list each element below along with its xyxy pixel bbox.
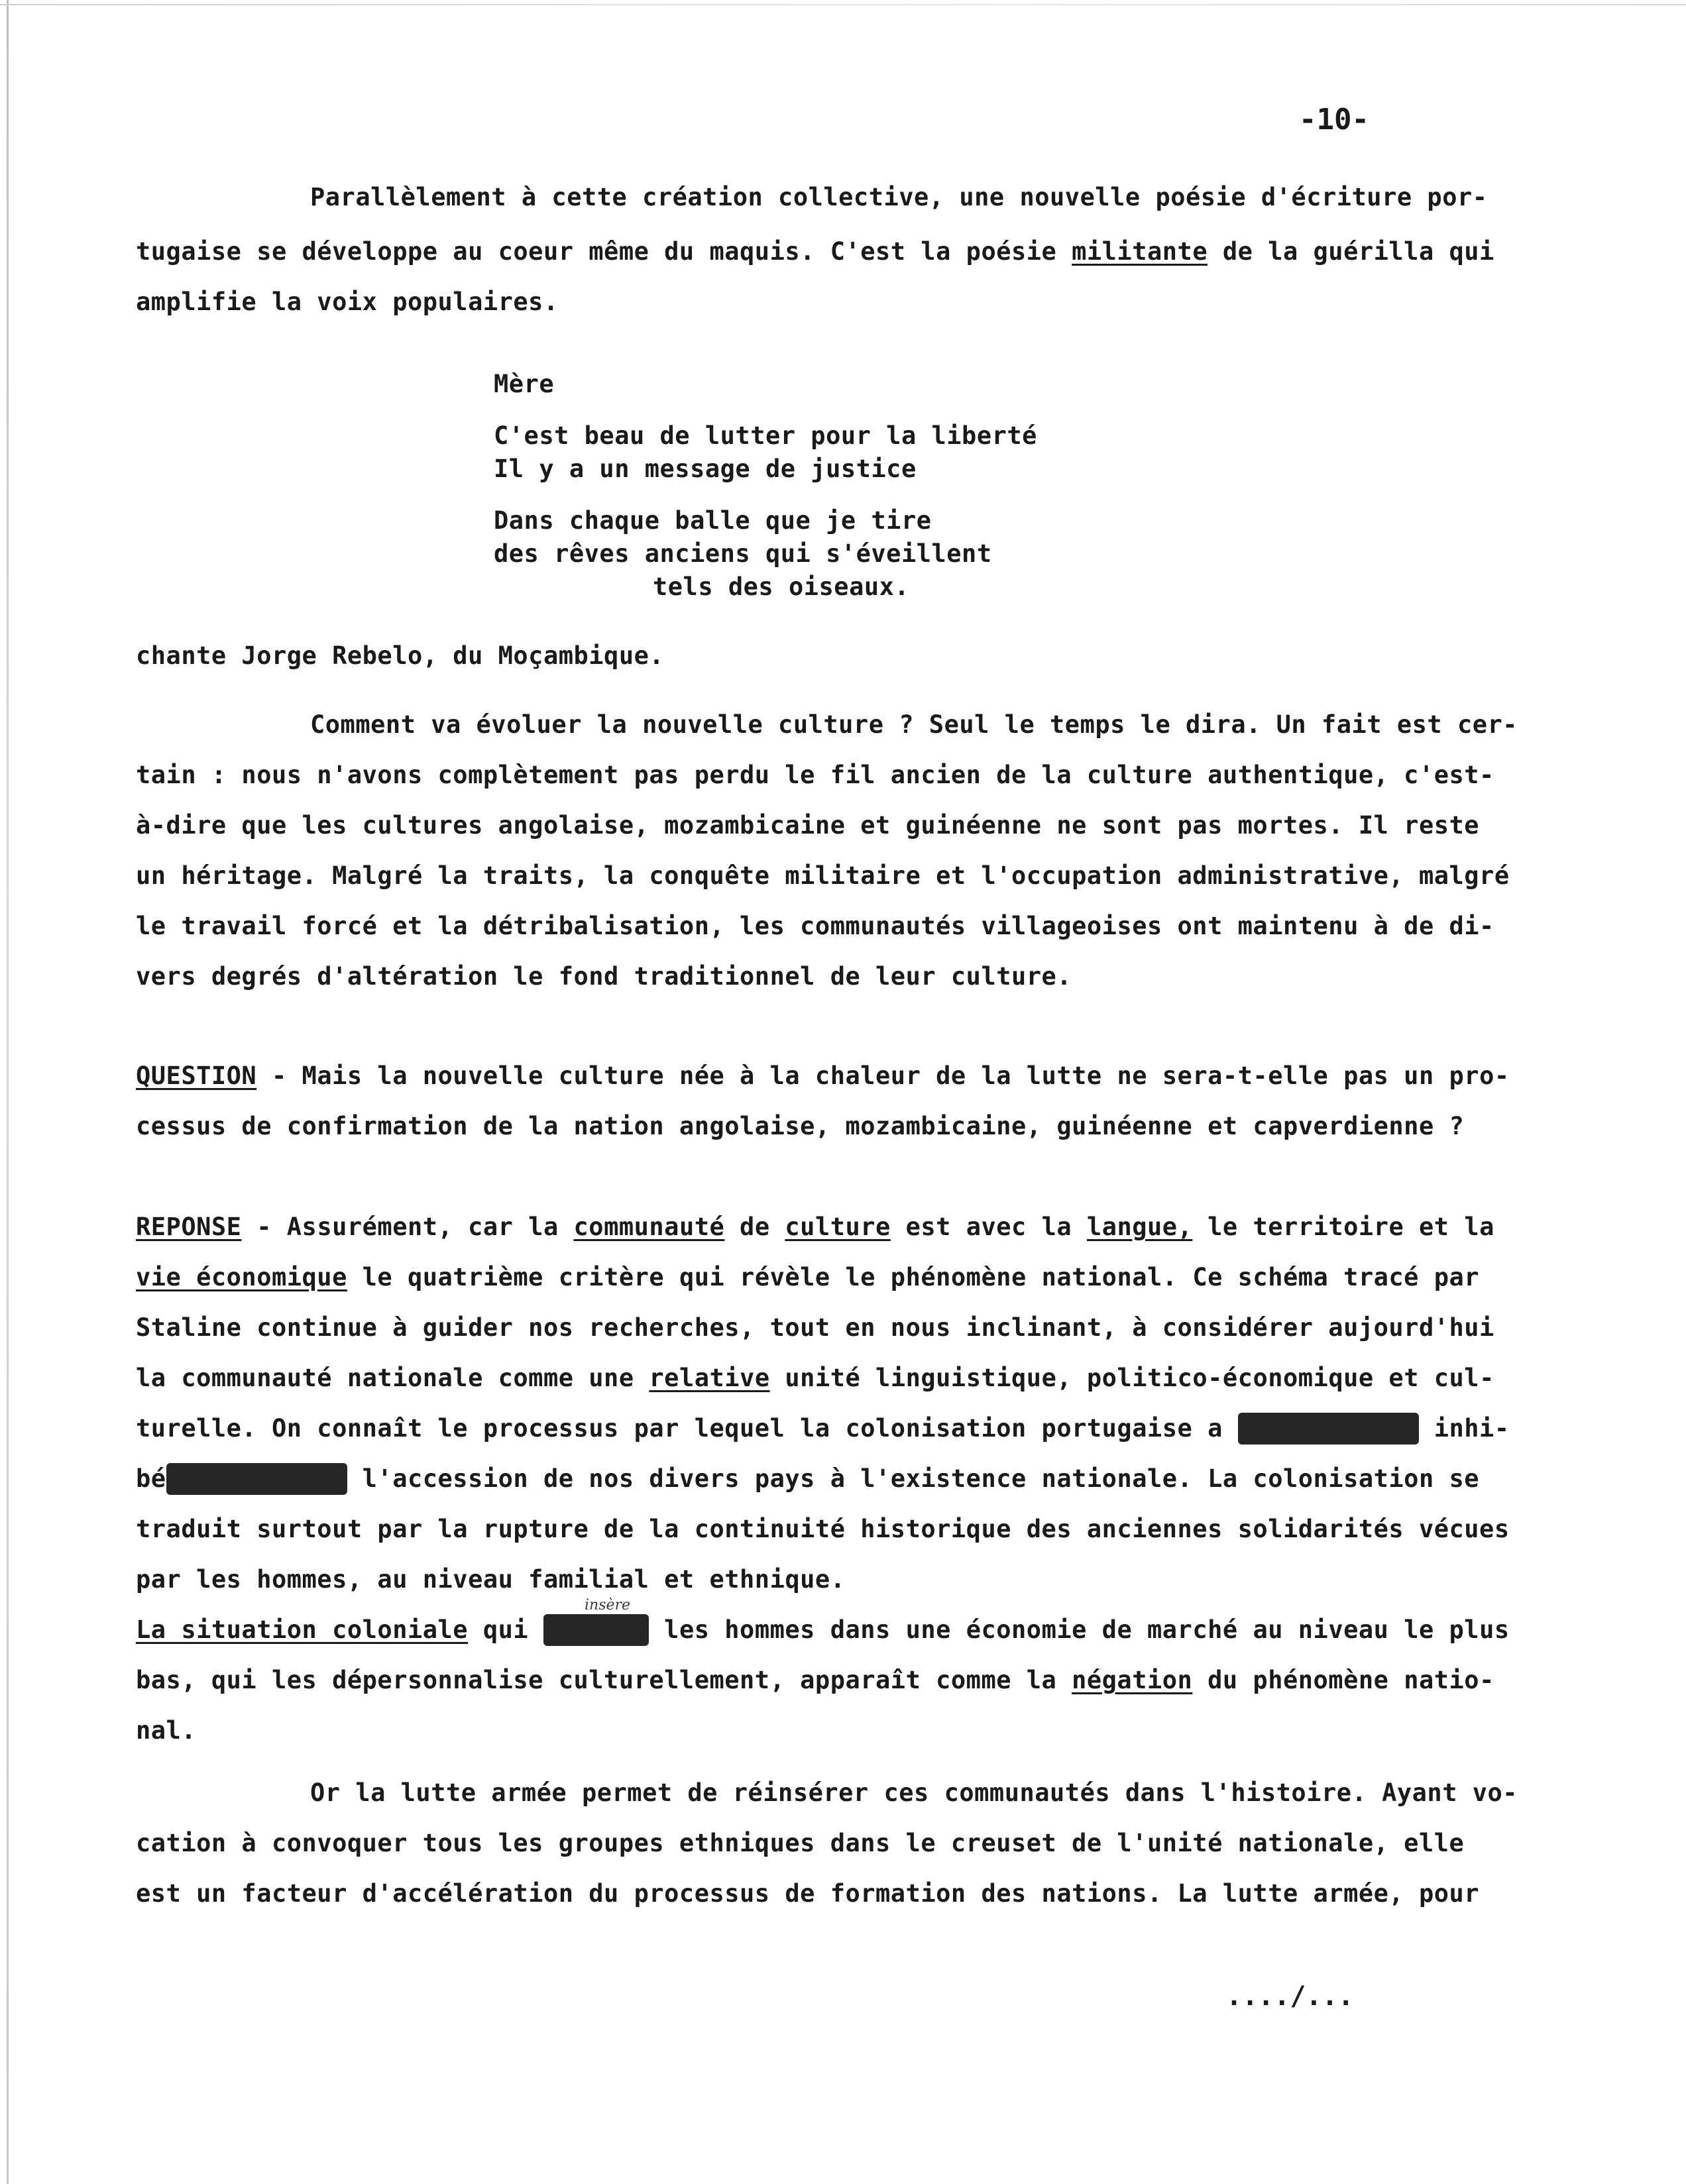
reponse-line-11: nal. <box>136 1716 197 1745</box>
poem-line-2: Il y a un message de justice <box>494 455 917 483</box>
text-run: bé <box>136 1464 166 1493</box>
underlined-word: négation <box>1072 1666 1193 1694</box>
para3-line-2: cation à convoquer tous les groupes ethniques dans le creuset de l'unité nationale, elle <box>136 1829 1465 1857</box>
text-run: le quatrième critère qui révèle le phénomène national. Ce schéma tracé par <box>347 1263 1480 1291</box>
para2-line-5: le travail forcé et la détribalisation, les communautés villageoises ont maintenu à de di- <box>136 912 1494 940</box>
question-line-2: cessus de confirmation de la nation angolaise, mozambicaine, guinéenne et capverdienne ? <box>136 1112 1465 1140</box>
text-run: - Mais la nouvelle culture née à la chaleur de la lutte ne sera-t-elle pas un pro- <box>256 1062 1510 1090</box>
para2-line-6: vers degrés d'altération le fond traditionnel de leur culture. <box>136 962 1072 991</box>
poem-line-5: tels des oiseaux. <box>653 573 910 601</box>
question-label: QUESTION <box>136 1062 257 1090</box>
reponse-line-8: par les hommes, au niveau familial et ethnique. <box>136 1565 846 1594</box>
continuation-marker: ..../... <box>1226 1981 1354 2012</box>
question-line-1 <box>136 1060 1510 1092</box>
poem-line-1: C'est beau de lutter pour la liberté <box>494 421 1037 450</box>
para3-line-3: est un facteur d'accélération du processus de formation des nations. La lutte armée, pour <box>136 1879 1480 1908</box>
text-run: de la guérilla qui <box>1208 237 1494 266</box>
scan-edge-top <box>0 4 1686 5</box>
underlined-word: militante <box>1072 237 1208 266</box>
reponse-line-3: Staline continue à guider nos recherches, tout en nous inclinant, à considérer aujourd'hui <box>136 1313 1494 1342</box>
text-run: est avec la <box>890 1213 1087 1241</box>
underlined-word: communauté <box>573 1213 725 1241</box>
text-run: les hommes dans une économie de marché au niveau le plus <box>649 1615 1510 1644</box>
poem-line-3: Dans chaque balle que je tire <box>494 506 932 535</box>
text-run: l'accession de nos divers pays à l'existence nationale. La colonisation se <box>347 1464 1480 1493</box>
text-run: le territoire et la <box>1192 1213 1494 1241</box>
underlined-word: culture <box>785 1213 891 1241</box>
para2-line-3: à-dire que les cultures angolaise, mozambicaine et guinéenne ne sont pas mortes. Il reste <box>136 811 1480 840</box>
text-run: - Assurément, car la <box>241 1213 574 1241</box>
text-run: du phénomène natio- <box>1192 1666 1494 1694</box>
reponse-line-6 <box>136 1463 1479 1495</box>
reponse-label: REPONSE <box>136 1213 242 1241</box>
para1-line-3: amplifie la voix populaires. <box>136 288 559 316</box>
para3-line-1: Or la lutte armée permet de réinsérer ces communautés dans l'histoire. Ayant vo- <box>310 1778 1518 1807</box>
text-run: bas, qui les dépersonnalise culturellement, apparaît comme la <box>136 1666 1072 1694</box>
text-run: unité linguistique, politico-économique et cul- <box>769 1364 1494 1392</box>
para2-line-1: Comment va évoluer la nouvelle culture ? Seul le temps le dira. Un fait est cer- <box>310 710 1518 739</box>
para1-line-1: Parallèlement à cette création collective, une nouvelle poésie d'écriture por- <box>310 183 1488 211</box>
reponse-line-1 <box>136 1211 1494 1243</box>
para2-line-4: un héritage. Malgré la traits, la conquête militaire et l'occupation administrative, malgré <box>136 861 1510 890</box>
page-number: -10- <box>1299 103 1369 136</box>
para1-line-2 <box>136 236 1494 268</box>
text-run: de <box>724 1213 785 1241</box>
reponse-line-9 <box>136 1614 1510 1646</box>
underlined-phrase: La situation coloniale <box>136 1615 469 1644</box>
underlined-word: langue, <box>1086 1213 1193 1241</box>
underlined-word: vie économique <box>136 1263 347 1291</box>
reponse-line-5 <box>136 1413 1510 1445</box>
reponse-line-10 <box>136 1665 1494 1696</box>
text-run: tugaise se développe au coeur même du maquis. C'est la poésie <box>136 237 1072 266</box>
poem-line-4: des rêves anciens qui s'éveillent <box>494 539 992 568</box>
scan-edge-left <box>7 0 9 2184</box>
text-run: la communauté nationale comme une <box>136 1364 649 1392</box>
handwritten-correction: insère <box>585 1597 631 1613</box>
text-run: inhi- <box>1418 1414 1510 1443</box>
para2-line-2: tain : nous n'avons complètement pas perdu le fil ancien de la culture authentique, c'est- <box>136 761 1494 789</box>
struck-out-word: intègre <box>543 1614 649 1646</box>
underlined-word: relative <box>649 1364 770 1392</box>
poem-title: Mère <box>494 370 555 398</box>
text-run: turelle. On connaît le processus par lequel la colonisation portugaise a <box>136 1414 1238 1443</box>
struck-out-words: freiné-sinon <box>1238 1413 1419 1445</box>
text-run: qui <box>468 1615 543 1644</box>
reponse-line-7: traduit surtout par la rupture de la continuité historique des anciennes solidarités vécues <box>136 1515 1510 1543</box>
reponse-line-2 <box>136 1262 1479 1293</box>
reponse-line-4 <box>136 1362 1494 1394</box>
struck-out-words: complètement <box>166 1463 347 1495</box>
poem-attribution: chante Jorge Rebelo, du Moçambique. <box>136 641 665 670</box>
